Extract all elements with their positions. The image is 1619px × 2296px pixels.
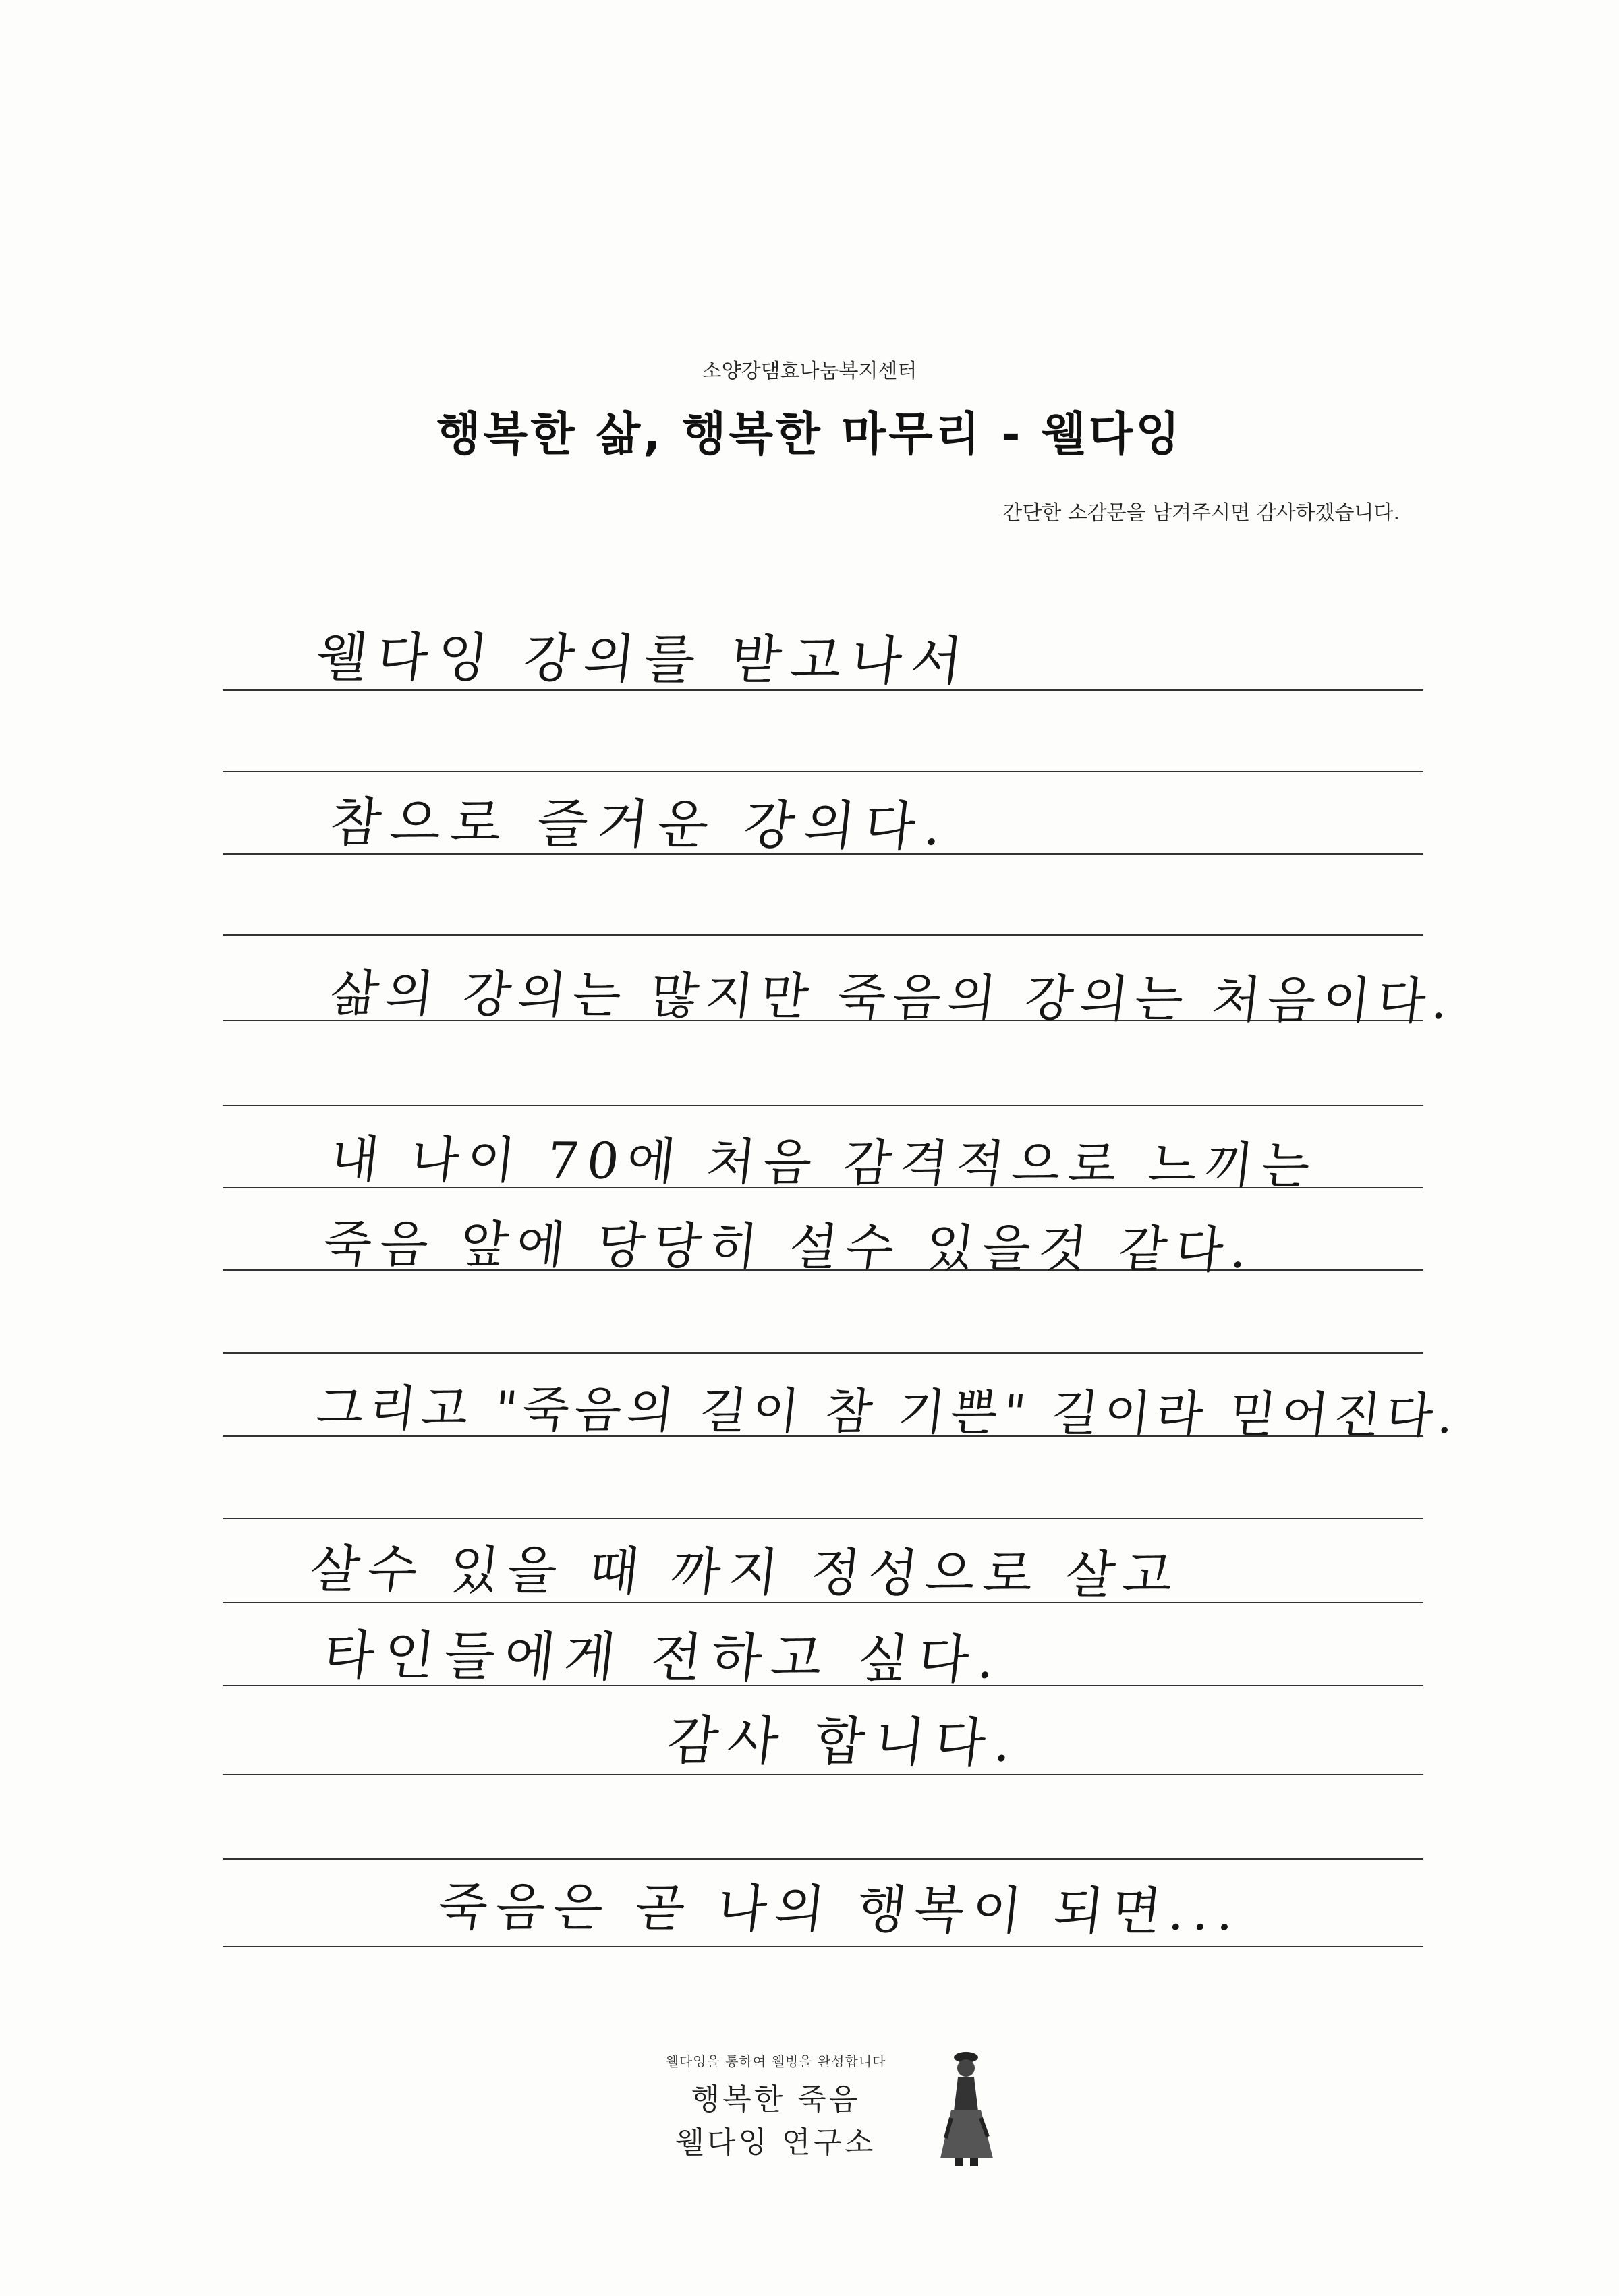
form-instruction: 간단한 소감문을 남겨주시면 감사하겠습니다. xyxy=(1002,501,1400,525)
handwritten-line: 내 나이 70에 처음 감격적으로 느끼는 xyxy=(327,1130,1322,1196)
handwritten-line: 죽음 앞에 당당히 설수 있을것 같다. xyxy=(320,1215,1259,1280)
handwritten-line: 삶의 강의는 많지만 죽음의 강의는 처음이다. xyxy=(327,965,1458,1031)
ruled-line xyxy=(223,771,1423,772)
handwritten-line: 죽음은 곧 나의 행복이 되면... xyxy=(434,1876,1246,1943)
ruled-line xyxy=(223,1946,1423,1947)
ruled-line xyxy=(223,1105,1423,1106)
ruled-line xyxy=(223,1858,1423,1860)
stamp-institute-name: 웰다잉 연구소 xyxy=(675,2125,876,2160)
ruled-line xyxy=(223,1518,1423,1519)
organization-name: 소양강댐효나눔복지센터 xyxy=(702,360,917,383)
handwritten-line: 웰다잉 강의를 받고나서 xyxy=(313,627,975,693)
ruled-line xyxy=(223,934,1423,936)
stamp-title: 행복한 죽음 xyxy=(691,2082,861,2117)
ruled-line xyxy=(223,1352,1423,1354)
handwritten-line: 감사 합니다. xyxy=(664,1711,1025,1774)
standing-figure-icon xyxy=(931,2050,1005,2169)
institute-stamp xyxy=(627,2050,1019,2185)
handwritten-line: 그리고 "죽음의 길이 참 기쁜" 길이라 믿어진다. xyxy=(314,1379,1462,1444)
stamp-motto: 웰다잉을 통하여 웰빙을 완성합니다 xyxy=(665,2053,886,2069)
form-title: 행복한 삶, 행복한 마무리 - 웰다잉 xyxy=(436,408,1183,461)
handwritten-line: 살수 있을 때 까지 정성으로 살고 xyxy=(306,1539,1185,1605)
handwritten-line: 참으로 즐거운 강의다. xyxy=(326,792,955,858)
handwritten-line: 타인들에게 전하고 싶다. xyxy=(320,1625,1008,1691)
